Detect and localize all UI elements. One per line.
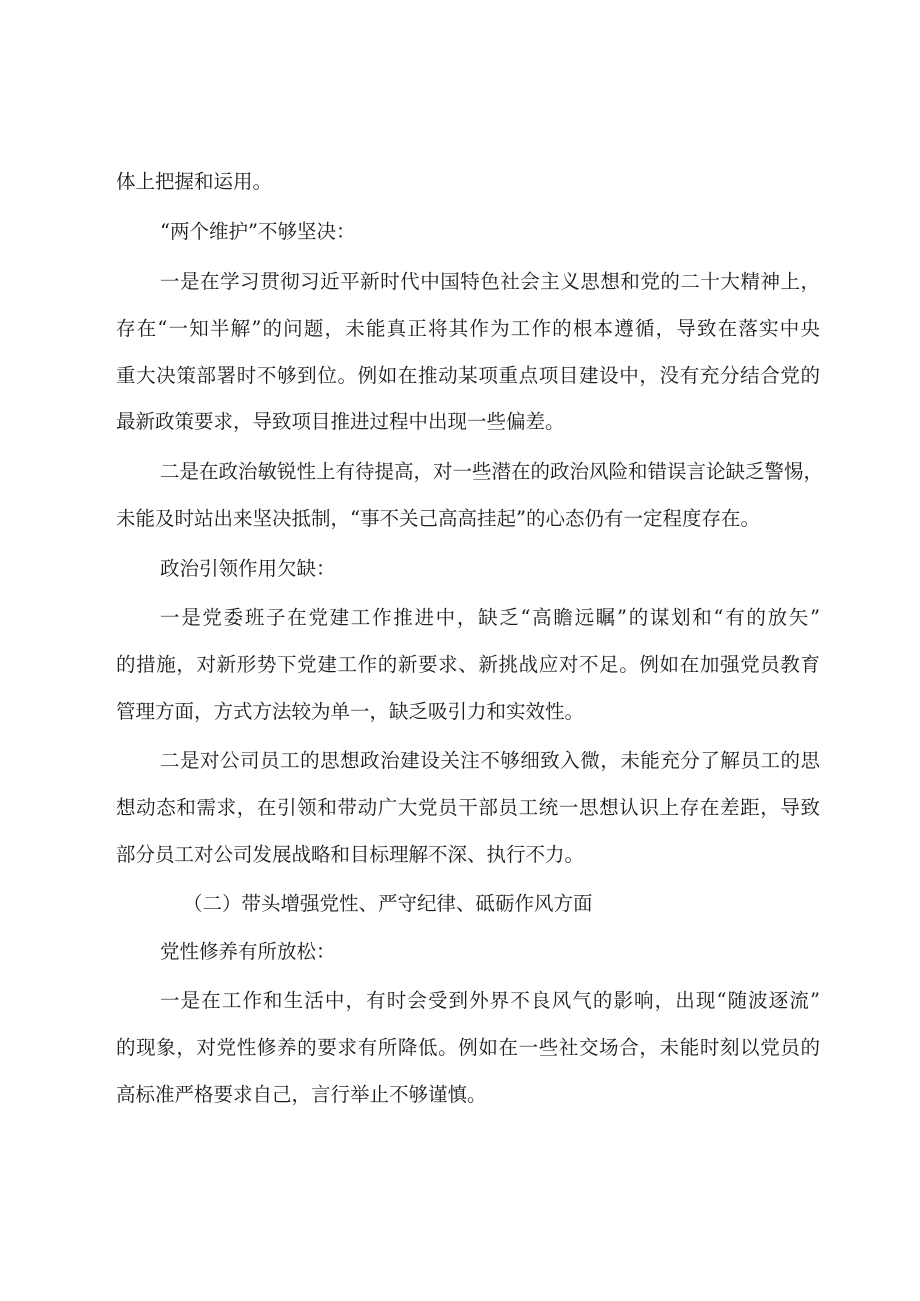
paragraph-line: 体上把握和运用。 (116, 170, 273, 193)
paragraph-line: 一是在工作和生活中，有时会受到外界不良风气的影响，出现“随波逐流” (160, 989, 820, 1012)
paragraph-line: 的措施，对新形势下党建工作的新要求、新挑战应对不足。例如在加强党员教育 (116, 653, 820, 676)
section-heading: 政治引领作用欠缺： (160, 557, 336, 580)
section-heading: “两个维护”不够坚决： (160, 220, 356, 243)
paragraph-line: 管理方面，方式方法较为单一，缺乏吸引力和实效性。 (116, 700, 585, 723)
paragraph-line: 存在“一知半解”的问题，未能真正将其作为工作的根本遵循，导致在落实中央 (116, 317, 820, 340)
paragraph-line: 二是在政治敏锐性上有待提高，对一些潜在的政治风险和错误言论缺乏警惕， (160, 460, 824, 483)
paragraph-line: 未能及时站出来坚决抵制，“事不关己高高挂起”的心态仍有一定程度存在。 (116, 507, 760, 530)
paragraph-line: 部分员工对公司发展战略和目标理解不深、执行不力。 (116, 843, 585, 866)
paragraph-line: 高标准严格要求自己，言行举止不够谨慎。 (116, 1083, 487, 1106)
paragraph-line: 一是在学习贯彻习近平新时代中国特色社会主义思想和党的二十大精神上， (160, 270, 820, 293)
paragraph-line: 重大决策部署时不够到位。例如在推动某项重点项目建设中，没有充分结合党的 (116, 364, 820, 387)
section-heading: 党性修养有所放松： (160, 940, 336, 963)
paragraph-line: 想动态和需求，在引领和带动广大党员干部员工统一思想认识上存在差距，导致 (116, 796, 820, 819)
paragraph-line: 一是党委班子在党建工作推进中，缺乏“高瞻远瞩”的谋划和“有的放矢” (160, 606, 820, 629)
chapter-heading: （二）带头增强党性、严守纪律、砥砺作风方面 (183, 892, 593, 915)
paragraph-line: 二是对公司员工的思想政治建设关注不够细致入微，未能充分了解员工的思 (160, 749, 820, 772)
paragraph-line: 的现象，对党性修养的要求有所降低。例如在一些社交场合，未能时刻以党员的 (116, 1036, 820, 1059)
paragraph-line: 最新政策要求，导致项目推进过程中出现一些偏差。 (116, 410, 565, 433)
